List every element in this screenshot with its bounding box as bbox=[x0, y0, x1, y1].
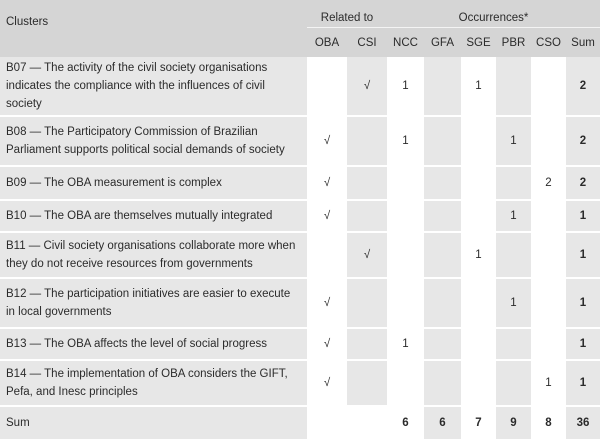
cell-oba: √ bbox=[307, 278, 347, 328]
col-header-csi: CSI bbox=[347, 28, 387, 58]
cell-ncc: 1 bbox=[387, 328, 424, 360]
cell-oba: √ bbox=[307, 200, 347, 232]
cell-gfa bbox=[424, 360, 461, 406]
sum-label: Sum bbox=[0, 406, 307, 440]
cell-pbr bbox=[496, 166, 531, 200]
occurrences-group-header: Occurrences* bbox=[387, 0, 600, 28]
clusters-column-header: Clusters bbox=[0, 28, 307, 58]
cell-cso bbox=[531, 57, 566, 116]
cluster-description: B08 — The Participatory Commission of Brazilian Parliament supports political social demands of society bbox=[0, 116, 307, 166]
cell-sum: 1 bbox=[566, 200, 600, 232]
total-sum: 36 bbox=[566, 406, 600, 440]
cell-sum: 2 bbox=[566, 57, 600, 116]
cell-sum: 2 bbox=[566, 166, 600, 200]
cell-oba: √ bbox=[307, 360, 347, 406]
cell-sge bbox=[461, 328, 496, 360]
cell-ncc bbox=[387, 166, 424, 200]
cell-sum: 1 bbox=[566, 328, 600, 360]
cell-pbr: 1 bbox=[496, 200, 531, 232]
cell-cso bbox=[531, 116, 566, 166]
cell-csi bbox=[347, 406, 387, 440]
cell-ncc: 1 bbox=[387, 116, 424, 166]
col-header-gfa: GFA bbox=[424, 28, 461, 58]
cell-sge bbox=[461, 166, 496, 200]
cluster-description: B07 — The activity of the civil society organisations indicates the compliance with the influences of civil society bbox=[0, 57, 307, 116]
total-pbr: 9 bbox=[496, 406, 531, 440]
cluster-description: B11 — Civil society organisations collaborate more when they do not receive resources from governments bbox=[0, 232, 307, 278]
cell-sum: 1 bbox=[566, 360, 600, 406]
cell-sge: 1 bbox=[461, 57, 496, 116]
cell-sum: 2 bbox=[566, 116, 600, 166]
cell-gfa bbox=[424, 328, 461, 360]
col-header-pbr: PBR bbox=[496, 28, 531, 58]
col-header-sge: SGE bbox=[461, 28, 496, 58]
cell-csi bbox=[347, 200, 387, 232]
cell-gfa bbox=[424, 200, 461, 232]
cluster-description: B09 — The OBA measurement is complex bbox=[0, 166, 307, 200]
cell-cso: 1 bbox=[531, 360, 566, 406]
cell-cso bbox=[531, 232, 566, 278]
related-to-group-header: Related to bbox=[307, 0, 387, 28]
cell-cso bbox=[531, 200, 566, 232]
cell-oba bbox=[307, 406, 347, 440]
cell-csi bbox=[347, 166, 387, 200]
cell-pbr bbox=[496, 57, 531, 116]
cell-oba: √ bbox=[307, 116, 347, 166]
table-row bbox=[0, 232, 600, 278]
cell-cso: 2 bbox=[531, 166, 566, 200]
cluster-description: B13 — The OBA affects the level of social progress bbox=[0, 328, 307, 360]
cell-csi bbox=[347, 328, 387, 360]
cell-sge bbox=[461, 278, 496, 328]
cell-pbr bbox=[496, 232, 531, 278]
cell-oba bbox=[307, 57, 347, 116]
table-row bbox=[0, 200, 600, 232]
sum-row bbox=[0, 406, 600, 440]
cell-cso bbox=[531, 328, 566, 360]
col-header-ncc: NCC bbox=[387, 28, 424, 58]
total-cso: 8 bbox=[531, 406, 566, 440]
cell-oba bbox=[307, 232, 347, 278]
cell-gfa bbox=[424, 166, 461, 200]
cell-csi bbox=[347, 360, 387, 406]
cell-ncc bbox=[387, 200, 424, 232]
cell-sge bbox=[461, 360, 496, 406]
total-gfa: 6 bbox=[424, 406, 461, 440]
cell-gfa bbox=[424, 232, 461, 278]
col-header-cso: CSO bbox=[531, 28, 566, 58]
cell-csi bbox=[347, 116, 387, 166]
cell-sge: 1 bbox=[461, 232, 496, 278]
col-header-oba: OBA bbox=[307, 28, 347, 58]
cell-oba: √ bbox=[307, 166, 347, 200]
cell-ncc bbox=[387, 278, 424, 328]
cell-pbr: 1 bbox=[496, 278, 531, 328]
cell-pbr: 1 bbox=[496, 116, 531, 166]
table-row bbox=[0, 328, 600, 360]
total-sge: 7 bbox=[461, 406, 496, 440]
cell-pbr bbox=[496, 328, 531, 360]
total-ncc: 6 bbox=[387, 406, 424, 440]
cluster-description: B14 — The implementation of OBA considers the GIFT, Pefa, and Inesc principles bbox=[0, 360, 307, 406]
cell-gfa bbox=[424, 116, 461, 166]
cell-sum: 1 bbox=[566, 232, 600, 278]
cell-csi bbox=[347, 278, 387, 328]
col-header-sum: Sum bbox=[566, 28, 600, 58]
cell-csi: √ bbox=[347, 57, 387, 116]
cell-ncc bbox=[387, 360, 424, 406]
cell-ncc: 1 bbox=[387, 57, 424, 116]
cell-sum: 1 bbox=[566, 278, 600, 328]
table-row bbox=[0, 116, 600, 166]
table-row bbox=[0, 57, 600, 116]
cell-ncc bbox=[387, 232, 424, 278]
cell-pbr bbox=[496, 360, 531, 406]
cell-csi: √ bbox=[347, 232, 387, 278]
cluster-description: B10 — The OBA are themselves mutually integrated bbox=[0, 200, 307, 232]
table-row bbox=[0, 360, 600, 406]
cell-cso bbox=[531, 278, 566, 328]
cell-gfa bbox=[424, 278, 461, 328]
cluster-description: B12 — The participation initiatives are easier to execute in local governments bbox=[0, 278, 307, 328]
table-row bbox=[0, 278, 600, 328]
cell-sge bbox=[461, 116, 496, 166]
cell-oba: √ bbox=[307, 328, 347, 360]
table-row bbox=[0, 166, 600, 200]
cell-sge bbox=[461, 200, 496, 232]
cell-gfa bbox=[424, 57, 461, 116]
